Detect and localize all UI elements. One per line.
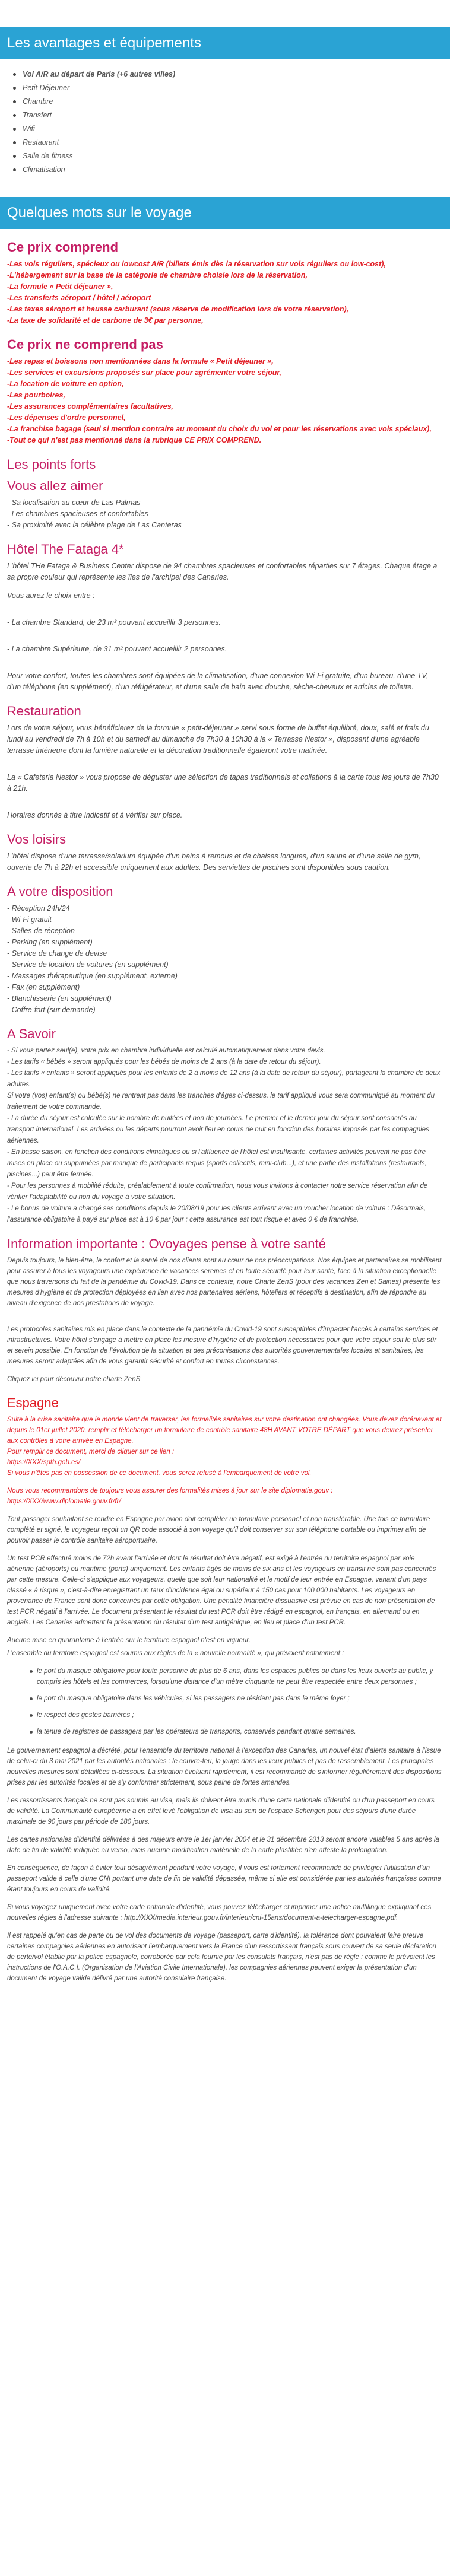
guests-banner <box>0 197 450 229</box>
price-excludes-line: -La location de voiture en option, <box>7 380 124 388</box>
spain-rule-item: le respect des gestes barrières ; <box>37 1710 443 1720</box>
spain-health-form-link[interactable]: https://XXX/spth.gob.es/ <box>7 1459 81 1466</box>
price-includes-line: -L'hébergement sur la base de la catégorie de chambre choisie lors de la réservation, <box>7 271 308 279</box>
covid-protocols: Les protocoles sanitaires mis en place dans le contexte de la pandémie du Covid-19 sont susceptibles d'impacter l'accès à certains services et infrastructures. Votre hôtel s'engage à mettre en place les mesure d'hygiène et de protection nécessaires pour que votre séjour soit le plus sûr et serein possible. En fonction de l'évolution de la situation et des préconisations des autorités gouvernementales locales et sanitaires, les mesures seront adaptées afin de vous garantir sécurité et confort en toutes circonstances. <box>7 1326 438 1365</box>
price-includes-line: -Les vols réguliers, spécieux ou lowcost A/R (billets émis dès la réservation sur vols réguliers ou low-cost), <box>7 260 386 268</box>
advantage-item: Restaurant <box>18 136 450 150</box>
spain-rule-item: le port du masque obligatoire dans les véhicules, si les passagers ne résident pas dans le même foyer ; <box>37 1693 443 1704</box>
hotel-title: Hôtel The Fataga 4* <box>7 542 124 556</box>
price-includes-list <box>7 259 443 326</box>
spain-alert-link-label: Pour remplir ce document, merci de cliquer sur ce lien : <box>7 1448 175 1455</box>
spain-visa: Les ressortissants français ne sont pas soumis au visa, mais ils doivent être munis d'une carte nationale d'identité ou d'un passeport en cours de validité. La Communauté européenne a en effet levé l'obligation de visa au sein de l'espace Schengen pour des séjours d'une durée maximale de 90 jours par période de 180 jours. <box>7 1797 435 1826</box>
spain-id-cards: Les cartes nationales d'identité délivrées à des majeurs entre le 1er janvier 2004 et le 31 décembre 2013 seront encore valables 5 ans après la date de fin de validité indiquée au verso, mais aucune modification matérielle de la carte plastifiée n'en atteste la prolongation. <box>7 1836 439 1854</box>
advantages-title: Les avantages et équipements <box>7 35 201 51</box>
price-includes-title: Ce prix comprend <box>7 240 119 255</box>
advantages-banner <box>0 27 450 59</box>
restauration-note: Horaires donnés à titre indicatif et à vérifier sur place. <box>7 811 183 819</box>
covid-title: Information importante : Ovoyages pense à votre santé <box>7 1236 326 1251</box>
main-content <box>0 240 450 1984</box>
services-list <box>7 903 443 1016</box>
hotel-comfort: Pour votre confort, toutes les chambres sont équipées de la climatisation, d'une connexion Wi-Fi gratuite, d'un bureau, d'une TV, d'un téléphone (en supplément), d'un réfrigérateur, et d'une salle de bain avec douche, sèche-cheveux et articles de toilette. <box>7 672 429 691</box>
know-title: A Savoir <box>7 1026 56 1041</box>
you-will-love-list <box>7 497 443 531</box>
covid-intro: Depuis toujours, le bien-être, le confort et la santé de nos clients sont au cœur de nos préoccupations. Nos équipes et partenaires se mobilisent pour assurer à tous les voyageurs une expérience de vacances sereines et en toute sécurité pour leur santé, face à la situation exceptionnelle que nous traversons du fait de la pandémie du Covid-19. Dans ce contexte, notre Charte ZenS (pour des vacances Zen et Saines) présente les mesures d'hygiène et de protection déployées en lien avec nos partenaires aériens, hôteliers et réceptifs à destination, afin de répondre au niveau d'exigence de nos prestations de voyage. <box>7 1257 442 1307</box>
service-line: - Salles de réception <box>7 927 75 935</box>
know-line: - La durée du séjour est calculée sur le nombre de nuitées et non de journées. Le premier et le dernier jour du séjour sont consacrés au transport international. Les arrivées ou les départs pourront avoir lieu en cours de nuit en fonction des horaires imposés par les compagnies aériennes. <box>7 1115 429 1144</box>
spain-normality-note: L'ensemble du territoire espagnol est soumis aux règles de la « nouvelle normalité », qui prévoient notamment : <box>7 1650 344 1657</box>
spain-rule-item: la tenue de registres de passagers par les opérateurs de transports, conservés pendant quatre semaines. <box>37 1726 443 1737</box>
price-includes-line: -Les taxes aéroport et hausse carburant (sous réserve de modification lors de votre réservation), <box>7 305 349 313</box>
service-line: - Réception 24h/24 <box>7 904 70 912</box>
leisure-title: Vos loisirs <box>7 832 66 847</box>
service-line: - Service de change de devise <box>7 949 107 958</box>
price-excludes-title: Ce prix ne comprend pas <box>7 337 163 352</box>
price-excludes-line: -Tout ce qui n'est pas mentionné dans la rubrique CE PRIX COMPREND. <box>7 436 262 444</box>
advantage-item: Petit Déjeuner <box>18 81 450 95</box>
service-line: - Blanchisserie (en supplément) <box>7 994 112 1003</box>
advantage-item: Vol A/R au départ de Paris (+6 autres villes) <box>18 68 450 81</box>
advantages-list <box>0 68 450 177</box>
advantage-item: Wifi <box>18 122 450 136</box>
know-line: - En basse saison, en fonction des conditions climatiques ou si l'affluence de l'hôtel est insuffisante, certaines activités peuvent ne pas être mises en place ou supprimées par manque de participants requis (sports collectifs, mini-club...), et une partie des installations (restaurants, piscines...) peut être fermée. <box>7 1149 427 1178</box>
services-title: A votre disposition <box>7 884 113 899</box>
know-line: - Les tarifs « bébés » seront appliqués pour les bébés de moins de 2 ans (à la date de retour du séjour). <box>7 1058 321 1066</box>
leisure-text: L'hôtel dispose d'une terrasse/solarium équipée d'un bains à remous et de chaises longues, d'un sauna et d'une salle de gym, ouverte de 7h à 22h et accessible uniquement aux adultes. Des serviettes de piscines sont disponibles sous caution. <box>7 852 421 872</box>
hotel-intro: L'hôtel THe Fataga & Business Center dispose de 94 chambres spacieuses et confortables réparties sur 7 étages. Chaque étage a sa propre couleur qui représente les îles de l'archipel des Canaries. <box>7 562 438 581</box>
price-excludes-line: -Les services et excursions proposés sur place pour agrémenter votre séjour, <box>7 368 281 377</box>
price-excludes-line: -Les dépenses d'ordre personnel, <box>7 414 126 422</box>
spain-rule-item: le port du masque obligatoire pour toute personne de plus de 6 ans, dans les espaces publics ou dans les lieux ouverts au public, y compris les hôtels et les commerces, lorsqu'une distance d'un mètre cinquante ne peut être respectée entre deux personnes ; <box>37 1666 443 1687</box>
spain-passport-advice: En conséquence, de façon à éviter tout désagrément pendant votre voyage, il vous est fortement recommandé de privilégier l'utilisation d'un passeport valide à celle d'une CNI portant une date de fin de validité dépassée, même si elle est considérée par les autorités françaises comme étant toujours en cours de validité. <box>7 1865 441 1893</box>
service-line: - Wi-Fi gratuit <box>7 915 52 924</box>
service-line: - Service de location de voitures (en supplément) <box>7 961 169 969</box>
price-includes-line: -La formule « Petit déjeuner », <box>7 282 113 291</box>
know-line: Si votre (vos) enfant(s) ou bébé(s) ne rentrent pas dans les tranches d'âges ci-dessus, le tarif appliqué vous sera communiqué au moment du traitement de votre commande. <box>7 1092 435 1111</box>
service-line: - Massages thérapeutique (en supplément, externe) <box>7 972 178 980</box>
price-excludes-line: -Les assurances complémentaires facultatives, <box>7 402 173 411</box>
hotel-superior-room: - La chambre Supérieure, de 31 m² pouvant accueillir 2 personnes. <box>7 645 227 653</box>
spain-notice-download: Si vous voyagez uniquement avec votre carte nationale d'identité, vous pouvez télécharger et imprimer une notice multilingue expliquant ces nouvelles règles à l'adresse suivante : http://XXX/media.interieur.gouv.fr/interieur/cni-15ans/document-a-telecharger-espagne.pdf. <box>7 1904 432 1922</box>
spain-pcr-paragraph: Un test PCR effectué moins de 72h avant l'arrivée et dont le résultat doit être négatif, est exigé à l'entrée du territoire espagnol par voie aérienne (aéroports) ou maritime (ports) uniquement. Les enfants âgés de moins de six ans et les voyageurs en transit ne sont pas concernés par cette mesure. Celle-ci s'applique aux voyageurs, quelle que soit leur nationalité et le motif de leur entrée en Espagne, venant d'un pays classé « à risque », c'est-à-dire enregistrant un taux d'incidence égal ou supérieur à 150 cas pour 100 000 habitants. Les voyageurs en provenance de France sont donc concernés par cette obligation. Une pénalité financière dissuasive est prévue en cas de non présentation de test PCR négatif à l'arrivée. Le document présentant le résultat du test PCR doit être rédigé en espagnol, en français, en allemand ou en anglais. Les Canaries admettent la présentation du résultat d'un test antigénique, en lieu et place d'un test PCR. <box>7 1555 436 1626</box>
spain-rules-list <box>7 1666 443 1737</box>
you-will-love-title: Vous allez aimer <box>7 478 103 493</box>
spain-quarantine-note: Aucune mise en quarantaine à l'entrée sur le territoire espagnol n'est en vigueur. <box>7 1637 251 1644</box>
spain-alert <box>7 1414 443 1507</box>
spain-alert-main: Suite à la crise sanitaire que le monde vient de traverser, les formalités sanitaires sur votre destination ont changées. Vous devez dorénavant et depuis le 01er juillet 2020, remplir et télécharger un formulaire de contrôle sanitaire 48H AVANT VOTRE DÉPART que vous devrez présenter aux contrôles à votre arrivée en Espagne. <box>7 1416 442 1445</box>
know-list <box>7 1045 443 1226</box>
service-line: - Fax (en supplément) <box>7 983 80 991</box>
know-line: - Les tarifs « enfants » seront appliqués pour les enfants de 2 à moins de 12 ans (à la date de retour du séjour), partageant la chambre de deux adultes. <box>7 1070 441 1088</box>
strong-points-title: Les points forts <box>7 457 96 472</box>
price-excludes-line: -La franchise bagage (seul si mention contraire au moment du choix du vol et pour les réservations avec vols spéciaux), <box>7 425 432 433</box>
spain-title: Espagne <box>7 1395 59 1410</box>
spain-boarding-refusal: Si vous n'êtes pas en possession de ce document, vous serez refusé à l'embarquement de votre vol. <box>7 1470 312 1477</box>
restauration-breakfast: Lors de votre séjour, vous bénéficierez de la formule « petit-déjeuner » servi sous forme de buffet équilibré, doux, salé et frais du lundi au vendredi de 7h à 10h et du samedi au dimanche de 7h30 à 10h30 à la « Terrasse Nestor », disposant d'une agréable terrasse intérieure dont la lumière naturelle et la décoration traditionnelle égaieront votre matinée. <box>7 724 429 755</box>
price-excludes-list <box>7 356 443 446</box>
know-line: - Le bonus de voiture a changé ses conditions depuis le 20/08/19 pour les clients arrivant avec un voucher location de voiture : Désormais, l'assurance obligatoire à payé sur place est à 10 € par jour : cette assurance est tout risque et avec 0 € de franchise. <box>7 1205 426 1223</box>
advantage-item: Climatisation <box>18 163 450 177</box>
guests-title: Quelques mots sur le voyage <box>7 205 192 221</box>
price-includes-line: -Les transferts aéroport / hôtel / aéroport <box>7 294 151 302</box>
know-line: - Si vous partez seul(e), votre prix en chambre individuelle est calculé automatiquement dans votre devis. <box>7 1047 325 1054</box>
advantage-item: Salle de fitness <box>18 150 450 163</box>
service-line: - Parking (en supplément) <box>7 938 93 946</box>
price-includes-line: -La taxe de solidarité et de carbone de 3€ par personne, <box>7 316 204 325</box>
zens-charter-link[interactable]: Cliquez ici pour découvrir notre charte ZenS <box>7 1376 141 1383</box>
love-line: - Sa proximité avec la célèbre plage de Las Canteras <box>7 521 182 529</box>
spain-form-paragraph: Tout passager souhaitant se rendre en Espagne par avion doit compléter un formulaire personnel et non transférable. Une fois ce formulaire complété et signé, le voyageur reçoit un QR code associé à son voyage qu'il doit conserver sur son téléphone portable ou imprimer afin de pouvoir passer le contrôle sanitaire aéroportuaire. <box>7 1516 430 1544</box>
price-excludes-line: -Les repas et boissons non mentionnées dans la formule « Petit déjeuner », <box>7 357 274 365</box>
advantage-item: Transfert <box>18 109 450 122</box>
restauration-title: Restauration <box>7 704 81 718</box>
spain-alert-state: Le gouvernement espagnol a décrété, pour l'ensemble du territoire national à l'exception des Canaries, un nouvel état d'alerte sanitaire à l'issue de celui-ci du 3 mai 2021 par les autorités nationales : le couvre-feu, la jauge dans les lieux publics et pas de rassemblement. Les principales nouvelles mesures sont détaillées ci-dessous. La situation évoluant rapidement, il est recommandé de s'informer régulièrement des dispositions prises par les autorités locales et de s'y conformer strictement, sous peine de fortes amendes. <box>7 1747 442 1786</box>
service-line: - Coffre-fort (sur demande) <box>7 1006 96 1014</box>
restauration-cafeteria: La « Cafeteria Nestor » vous propose de déguster une sélection de tapas traditionnels et collations à la carte tous les jours de 7h30 à 21h. <box>7 773 439 793</box>
love-line: - Sa localisation au cœur de Las Palmas <box>7 498 141 507</box>
hotel-choice: Vous aurez le choix entre : <box>7 591 95 600</box>
spain-lost-documents: Il est rappelé qu'en cas de perte ou de vol des documents de voyage (passeport, carte d'identité), la tolérance dont pouvaient faire preuve certaines compagnies aériennes en autorisant l'embarquement vers la France d'un ressortissant français sous couvert de sa seule déclaration de perte/vol établie par la police espagnole, corroborée par cela fournie par les consulats français, n'est pas de règle : comme le prévoient les instructions de l'O.A.C.I. (Organisation de l'Aviation Civile Internationale), les compagnies aériennes peuvent exiger la présentation d'un document de voyage valide délivré par une autorité consulaire française. <box>7 1932 436 1982</box>
spain-alert-text <box>7 1414 443 1478</box>
know-line: - Pour les personnes à mobilité réduite, préalablement à toute confirmation, nous vous invitons à contacter notre service réservation afin de vérifier l'adaptabilité ou non du voyage à votre situation. <box>7 1182 428 1201</box>
love-line: - Les chambres spacieuses et confortables <box>7 510 148 518</box>
spain-diplomatie-note: Nous vous recommandons de toujours vous assurer des formalités mises à jour sur le site diplomatie.gouv : https://XXX/www.diplomatie.gouv.fr/fr/ <box>7 1487 333 1505</box>
price-excludes-line: -Les pourboires, <box>7 391 65 399</box>
hotel-standard-room: - La chambre Standard, de 23 m² pouvant accueillir 3 personnes. <box>7 618 221 626</box>
advantage-item: Chambre <box>18 95 450 109</box>
